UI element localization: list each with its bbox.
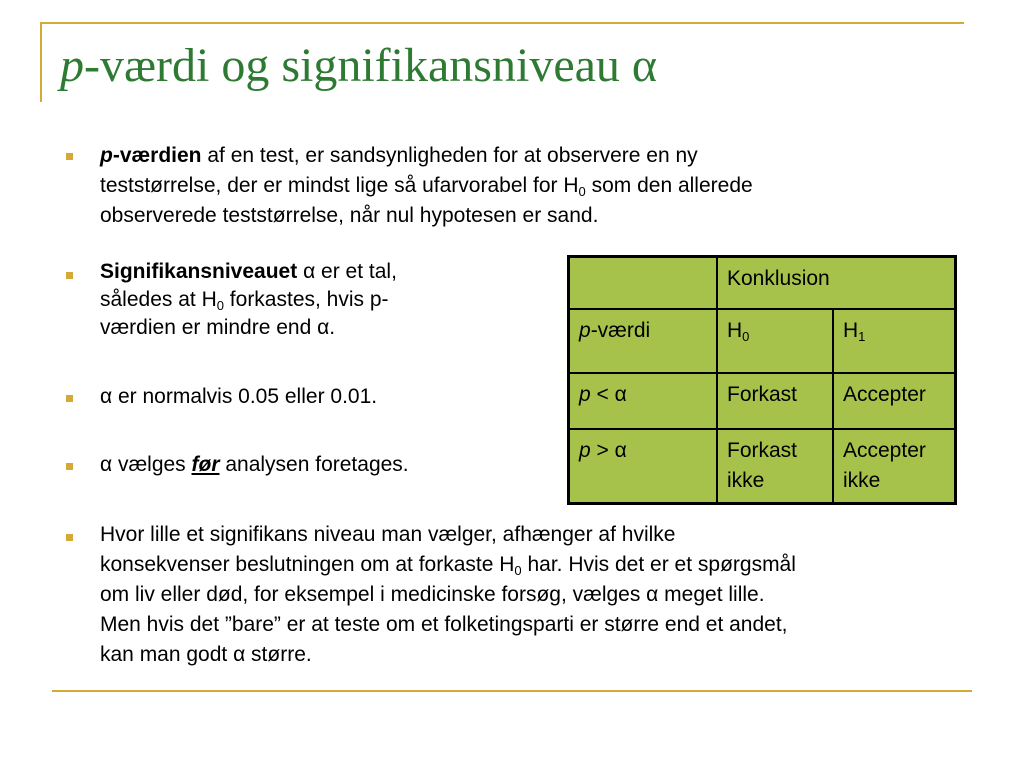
slide-title: p-værdi og signifikansniveau α xyxy=(60,39,658,92)
table-row xyxy=(569,257,956,310)
bullet-marker xyxy=(66,463,73,470)
table-cell: p > α xyxy=(569,429,718,504)
bullet-choice-consequences: Hvor lille et signifikans niveau man vælger, afhænger af hvilke konsekvenser beslutningen om at forkaste $H_0$ har. Hvis det er et spørgsmål om liv eller død, for eksempel i medicinske forsøg, vælges α meget lille. Men hvis det ”bare” er at teste om et folketingsparti er større end et andet, kan man godt α større. xyxy=(100,523,796,666)
bullet-pvalue-definition: p-værdien af en test, er sandsynligheden for at observere en ny teststørrelse, der er mindst lige så ufarvorabel for $H_0$ som den allerede observerede teststørrelse, når nul hypotesen er sand. xyxy=(100,144,753,227)
table-header-conclusion: Konklusion xyxy=(717,257,956,310)
bottom-rule xyxy=(52,690,972,692)
table-cell: p-værdi xyxy=(569,309,718,373)
bullet-marker xyxy=(66,395,73,402)
top-rule xyxy=(40,22,964,24)
table-cell: $H_1$ xyxy=(833,309,956,373)
table-cell: Accepter ikke xyxy=(833,429,956,504)
bullet-marker xyxy=(66,534,73,541)
left-rule xyxy=(40,22,42,102)
bullet-significance-level: Signifikansniveauet α er et tal, således at $H_0$ forkastes, hvis p- værdien er mindre end α. xyxy=(100,260,397,339)
bullet-alpha-typical: α er normalvis 0.05 eller 0.01. xyxy=(100,385,378,408)
bullet-alpha-chosen-before: α vælges før analysen foretages. xyxy=(100,453,409,476)
table-row xyxy=(569,429,956,504)
table-cell: Forkast ikke xyxy=(717,429,833,504)
table-row xyxy=(569,373,956,429)
table-cell: p < α xyxy=(569,373,718,429)
bullet-marker xyxy=(66,153,73,160)
table-row xyxy=(569,309,956,373)
conclusion-table xyxy=(567,255,957,505)
bullet-marker xyxy=(66,272,73,279)
table-cell-empty xyxy=(569,257,718,310)
table-cell: $H_0$ xyxy=(717,309,833,373)
table-cell: Accepter xyxy=(833,373,956,429)
table-cell: Forkast xyxy=(717,373,833,429)
